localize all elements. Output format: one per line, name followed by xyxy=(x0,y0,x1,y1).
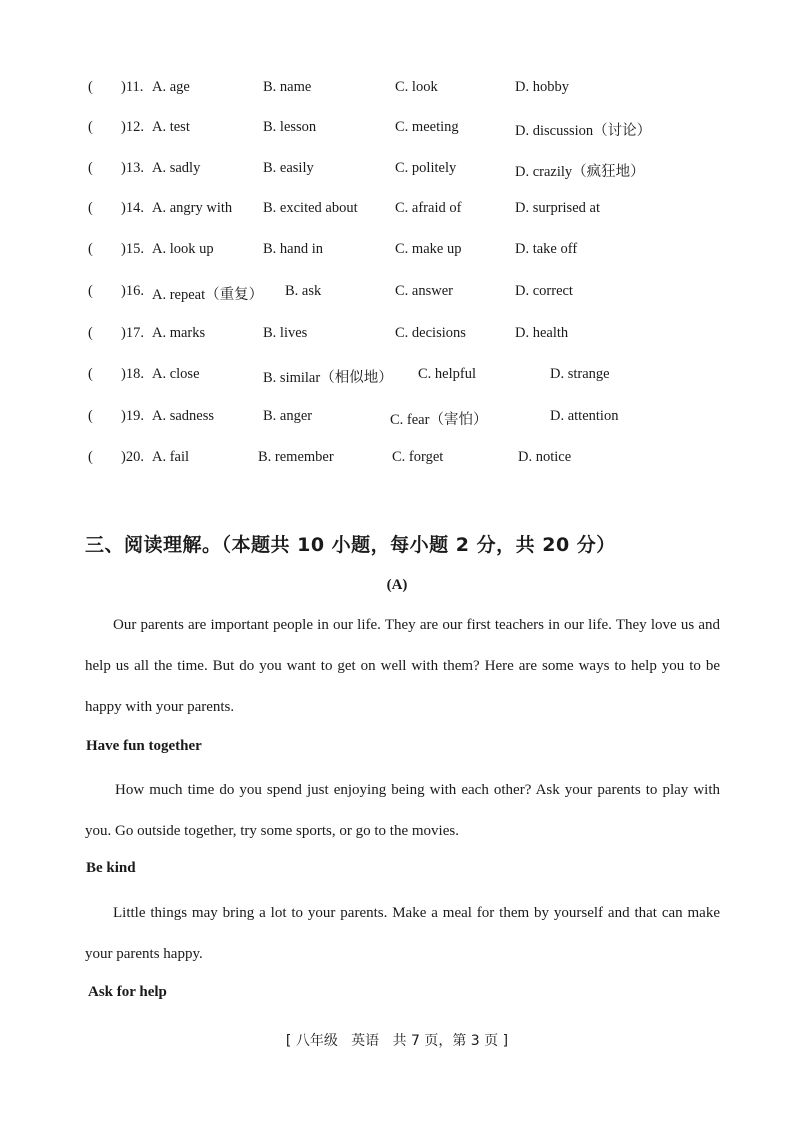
option-b: B. easily xyxy=(263,160,314,176)
answer-blank: ( xyxy=(88,408,93,424)
option-a: A. fail xyxy=(152,449,190,465)
option-b: B. name xyxy=(263,79,312,95)
option-a: A. marks xyxy=(152,325,206,341)
option-b: B. lesson xyxy=(263,119,317,135)
question-number: )17. xyxy=(121,325,144,341)
option-c: C. afraid of xyxy=(395,200,462,216)
option-c: C. decisions xyxy=(395,325,466,341)
option-c: C. politely xyxy=(395,160,457,176)
passage-label: (A) xyxy=(386,577,408,593)
question-number: )12. xyxy=(121,119,144,135)
option-c: C. forget xyxy=(392,449,444,465)
option-b: B. similar（相似地） xyxy=(263,370,393,386)
passage-paragraph-2: Little things may bring a lot to your parents. Make a meal for them by yourself and that can make your parents happy. xyxy=(85,905,720,962)
answer-blank: ( xyxy=(88,325,93,341)
option-b: B. anger xyxy=(263,408,313,424)
option-d: D. notice xyxy=(518,449,572,465)
option-b: B. excited about xyxy=(263,200,358,216)
answer-blank: ( xyxy=(88,366,93,382)
question-row xyxy=(0,283,794,307)
question-number: )20. xyxy=(121,449,144,465)
option-b: B. remember xyxy=(258,449,334,465)
option-b: B. hand in xyxy=(263,241,324,257)
subheading-have-fun: Have fun together xyxy=(86,738,202,754)
passage-intro: Our parents are important people in our life. They are our first teachers in our life. They love us and help us all the time. But do you want to get on well with them? Here are some ways to help you to be happy with your parents. xyxy=(85,617,720,715)
option-a: A. close xyxy=(152,366,200,382)
question-number: )19. xyxy=(121,408,144,424)
answer-blank: ( xyxy=(88,119,93,135)
option-a: A. repeat（重复） xyxy=(152,287,264,303)
option-a: A. test xyxy=(152,119,190,135)
question-row xyxy=(0,160,794,184)
answer-blank: ( xyxy=(88,160,93,176)
answer-blank: ( xyxy=(88,200,93,216)
question-number: )16. xyxy=(121,283,144,299)
answer-blank: ( xyxy=(88,241,93,257)
option-c: C. fear（害怕） xyxy=(390,412,488,428)
option-a: A. sadness xyxy=(152,408,215,424)
option-d: D. surprised at xyxy=(515,200,600,216)
option-d: D. hobby xyxy=(515,79,569,95)
passage-paragraph-1: How much time do you spend just enjoying being with each other? Ask your parents to play with you. Go outside together, try some sports, or go to the movies. xyxy=(85,782,720,839)
option-c: C. make up xyxy=(395,241,462,257)
option-d: D. health xyxy=(515,325,569,341)
answer-blank: ( xyxy=(88,283,93,299)
option-d: D. take off xyxy=(515,241,578,257)
option-a: A. angry with xyxy=(152,200,233,216)
question-number: )18. xyxy=(121,366,144,382)
question-row xyxy=(0,325,794,349)
question-row xyxy=(0,241,794,265)
option-d: D. strange xyxy=(550,366,610,382)
question-number: )15. xyxy=(121,241,144,257)
option-d: D. correct xyxy=(515,283,573,299)
option-b: B. lives xyxy=(263,325,308,341)
option-b: B. ask xyxy=(285,283,322,299)
question-row xyxy=(0,449,794,473)
question-row xyxy=(0,119,794,143)
option-d: D. attention xyxy=(550,408,619,424)
question-row xyxy=(0,200,794,224)
question-row xyxy=(0,366,794,390)
answer-blank: ( xyxy=(88,79,93,95)
option-a: A. look up xyxy=(152,241,214,257)
question-number: )11. xyxy=(121,79,144,95)
question-number: )13. xyxy=(121,160,144,176)
page-footer: [ 八年级 英语 共 7 页，第 3 页 ] xyxy=(285,1033,509,1049)
option-a: A. sadly xyxy=(152,160,201,176)
question-row xyxy=(0,408,794,432)
option-c: C. answer xyxy=(395,283,453,299)
question-number: )14. xyxy=(121,200,144,216)
option-a: A. age xyxy=(152,79,190,95)
section-title: 三、阅读理解。（本题共 10 小题，每小题 2 分，共 20 分） xyxy=(85,534,616,556)
option-c: C. helpful xyxy=(418,366,476,382)
answer-blank: ( xyxy=(88,449,93,465)
subheading-be-kind: Be kind xyxy=(86,860,136,876)
option-c: C. look xyxy=(395,79,438,95)
option-d: D. crazily（疯狂地） xyxy=(515,164,645,180)
option-c: C. meeting xyxy=(395,119,459,135)
option-d: D. discussion（讨论） xyxy=(515,123,652,139)
question-row xyxy=(0,79,794,103)
subheading-ask-for-help: Ask for help xyxy=(88,984,167,1000)
